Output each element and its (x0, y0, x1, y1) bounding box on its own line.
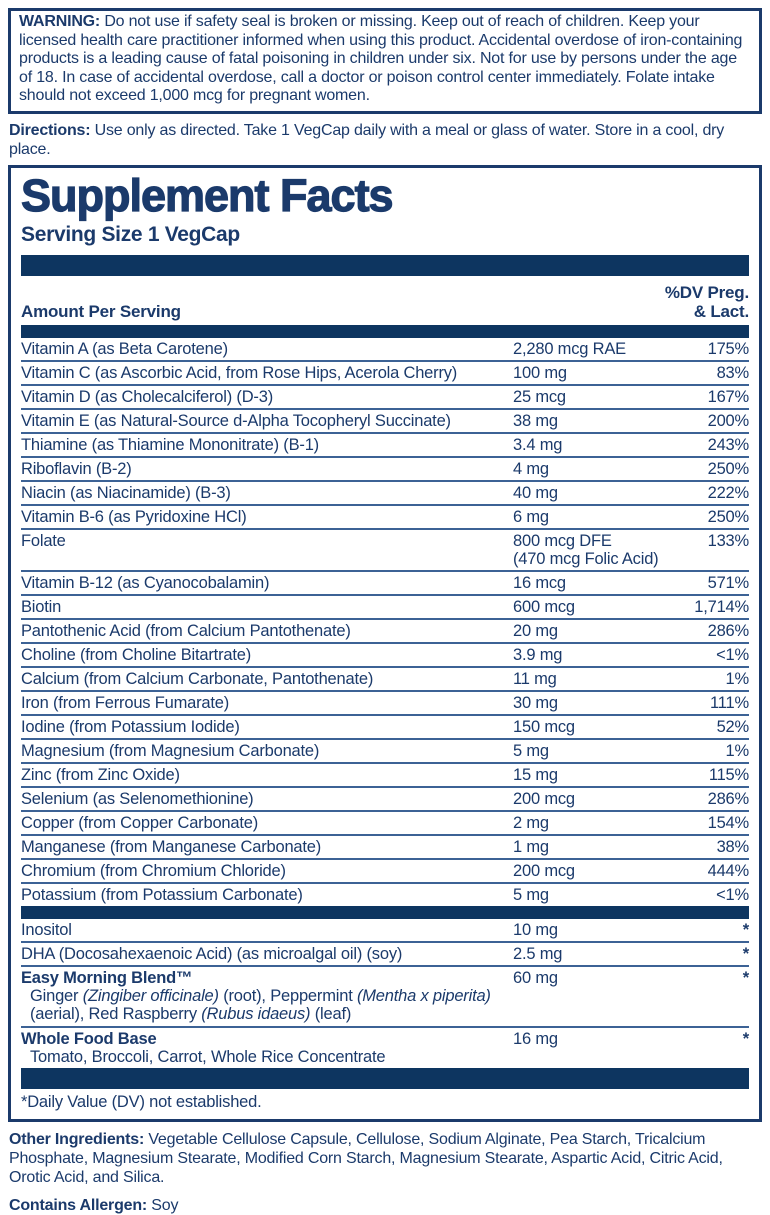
nutrient-dv: 83% (716, 363, 749, 382)
nutrient-amount: 20 mg (513, 621, 558, 640)
nutrient-name: Chromium (from Chromium Chloride) (21, 861, 286, 880)
nutrient-dv: 154% (707, 813, 749, 832)
nutrient-dv: 243% (707, 435, 749, 454)
nutrient-dv: 111% (710, 693, 749, 712)
column-header-amount: Amount Per Serving (21, 301, 181, 321)
table-row (21, 384, 749, 408)
table-row (21, 834, 749, 858)
nutrient-name: Niacin (as Niacinamide) (B-3) (21, 483, 231, 502)
nutrient-amount: 25 mcg (513, 387, 566, 406)
nutrient-amount: 15 mg (513, 765, 558, 784)
nutrient-dv: 1,714% (694, 597, 749, 616)
nutrient-name: Selenium (as Selenomethionine) (21, 789, 254, 808)
divider-bar-header (21, 325, 749, 338)
nutrient-amount: 2.5 mg (513, 944, 563, 963)
supplement-facts-panel (8, 165, 762, 1123)
nutrient-amount: 200 mcg (513, 861, 575, 880)
allergen-label: Contains Allergen: (9, 1197, 148, 1214)
nutrient-dv: * (742, 944, 749, 963)
nutrient-amount: 10 mg (513, 920, 558, 939)
other-ingredients-text: Vegetable Cellulose Capsule, Cellulose, Sodium Alginate, Pea Starch, Tricalcium Phosphate, Magnesium Stearate, Modified Corn Starch, Magnesium Stearate, Aspartic Acid, Citric Acid, Orotic Acid, and Silica. (9, 1131, 723, 1186)
nutrient-dv: 175% (707, 339, 749, 358)
nutrient-dv: 444% (707, 861, 749, 880)
table-row (21, 666, 749, 690)
nutrient-amount: 5 mg (513, 885, 549, 904)
nutrient-name: Vitamin E (as Natural-Source d-Alpha Tocopheryl Succinate) (21, 411, 451, 430)
warning-label: WARNING: (19, 13, 101, 30)
nutrient-dv: 222% (707, 483, 749, 502)
section-divider-bar (21, 906, 749, 919)
warning-box (8, 8, 762, 114)
nutrient-dv: 200% (707, 411, 749, 430)
nutrient-name: Copper (from Copper Carbonate) (21, 813, 259, 832)
contains-allergen (8, 1196, 762, 1215)
nutrient-dv: 133% (707, 531, 749, 550)
facts-rows (21, 338, 749, 1069)
table-row (21, 810, 749, 834)
directions-text: Use only as directed. Take 1 VegCap daily with a meal or glass of water. Store in a cool, dry place. (9, 121, 725, 158)
nutrient-name: Riboflavin (B-2) (21, 459, 132, 478)
nutrient-amount: 30 mg (513, 693, 558, 712)
nutrient-name: Vitamin D (as Cholecalciferol) (D-3) (21, 387, 273, 406)
nutrient-dv: 286% (707, 621, 749, 640)
nutrient-amount: 60 mg (513, 968, 558, 987)
nutrient-dv: * (742, 1029, 749, 1048)
nutrient-name: Biotin (21, 597, 62, 616)
table-row (21, 338, 749, 360)
nutrient-amount: 11 mg (513, 669, 557, 688)
warning-text: Do not use if safety seal is broken or missing. Keep out of reach of children. Keep your licensed health care practitioner informed when using this product. Accidental overdose of iron-containing products is a leading cause of fatal poisoning in children under six. Not for use by persons under the age of 18. In case of accidental overdose, call a doctor or poison control center immediately. Folate intake should not exceed 1,000 mcg for pregnant women. (19, 13, 743, 104)
nutrient-name: Calcium (from Calcium Carbonate, Pantothenate) (21, 669, 374, 688)
nutrient-dv: * (742, 968, 749, 987)
nutrient-name: Iron (from Ferrous Fumarate) (21, 693, 230, 712)
nutrient-amount: 100 mg (513, 363, 567, 382)
table-row (21, 738, 749, 762)
nutrient-name: Choline (from Choline Bitartrate) (21, 645, 251, 664)
table-row (21, 360, 749, 384)
nutrient-dv: 286% (707, 789, 749, 808)
nutrient-name: Whole Food Base Tomato, Broccoli, Carrot, Whole Rice Concentrate (21, 1030, 513, 1067)
nutrient-amount: 40 mg (513, 483, 558, 502)
nutrient-name: Pantothenic Acid (from Calcium Pantothenate) (21, 621, 351, 640)
table-row (21, 570, 749, 594)
other-ingredients (8, 1130, 762, 1187)
directions-label: Directions: (9, 121, 91, 139)
nutrient-name: Iodine (from Potassium Iodide) (21, 717, 240, 736)
divider-bar-bottom (21, 1068, 749, 1089)
table-row (21, 618, 749, 642)
nutrient-dv: 38% (716, 837, 749, 856)
nutrient-name: Vitamin A (as Beta Carotene) (21, 339, 228, 358)
directions (8, 121, 762, 159)
nutrient-name: Manganese (from Manganese Carbonate) (21, 837, 322, 856)
nutrient-amount: 200 mcg (513, 789, 575, 808)
nutrient-amount: 3.9 mg (513, 645, 563, 664)
nutrient-amount: 2,280 mcg RAE (513, 339, 626, 358)
nutrient-name: Zinc (from Zinc Oxide) (21, 765, 180, 784)
divider-bar-top (21, 255, 749, 276)
nutrient-name: Easy Morning Blend™ Ginger (Zingiber officinale) (root), Peppermint (Mentha x piperita) (aerial), Red Raspberry (Rubus idaeus) (leaf) (21, 969, 513, 1024)
nutrient-amount: 5 mg (513, 741, 549, 760)
nutrient-dv: <1% (716, 645, 749, 664)
nutrient-dv: 52% (716, 717, 749, 736)
nutrient-amount: 2 mg (513, 813, 549, 832)
nutrient-amount: 16 mcg (513, 573, 566, 592)
nutrient-dv: 1% (725, 669, 749, 688)
nutrient-name: Magnesium (from Magnesium Carbonate) (21, 741, 320, 760)
nutrient-amount: 16 mg (513, 1029, 558, 1048)
table-row (21, 408, 749, 432)
nutrient-name: Potassium (from Potassium Carbonate) (21, 885, 303, 904)
nutrient-amount: 150 mcg (513, 717, 575, 736)
other-ingredients-label: Other Ingredients: (9, 1131, 145, 1148)
allergen-text: Soy (151, 1197, 179, 1214)
nutrient-sub-ingredients: Tomato, Broccoli, Carrot, Whole Rice Concentrate (30, 1047, 386, 1066)
table-row (21, 480, 749, 504)
table-row (21, 965, 749, 1026)
nutrient-name: DHA (Docosahexaenoic Acid) (as microalgal oil) (soy) (21, 944, 403, 963)
table-row (21, 432, 749, 456)
table-row (21, 714, 749, 738)
table-row (21, 690, 749, 714)
nutrient-name: Vitamin B-12 (as Cyanocobalamin) (21, 573, 270, 592)
nutrient-amount: 800 mcg DFE (470 mcg Folic Acid) (513, 531, 659, 568)
dv-footnote: *Daily Value (DV) not established. (21, 1093, 262, 1111)
table-row (21, 882, 749, 906)
column-headers (21, 276, 749, 325)
nutrient-dv: 115% (708, 765, 749, 784)
column-header-dv-line2: & Lact. (693, 301, 749, 321)
table-row (21, 594, 749, 618)
table-row (21, 1026, 749, 1069)
nutrient-amount: 38 mg (513, 411, 558, 430)
nutrient-dv: 1% (725, 741, 749, 760)
table-row (21, 786, 749, 810)
nutrient-dv: 167% (707, 387, 749, 406)
nutrient-dv: 250% (707, 459, 749, 478)
column-header-dv-line1: %DV Preg. (664, 282, 749, 302)
nutrient-amount: 6 mg (513, 507, 549, 526)
nutrient-dv: 571% (707, 573, 749, 592)
column-header-dv (665, 283, 749, 321)
nutrient-name: Thiamine (as Thiamine Mononitrate) (B-1) (21, 435, 319, 454)
nutrient-name: Vitamin C (as Ascorbic Acid, from Rose Hips, Acerola Cherry) (21, 363, 458, 382)
nutrient-amount: 3.4 mg (513, 435, 563, 454)
nutrient-amount: 4 mg (513, 459, 549, 478)
panel-title: Supplement Facts (21, 169, 393, 221)
nutrient-dv: <1% (716, 885, 749, 904)
table-row (21, 642, 749, 666)
nutrient-amount: 600 mcg (513, 597, 575, 616)
table-row (21, 456, 749, 480)
nutrient-dv: 250% (707, 507, 749, 526)
nutrient-amount: 1 mg (513, 837, 549, 856)
table-row (21, 528, 749, 570)
serving-size: Serving Size 1 VegCap (21, 222, 240, 246)
table-row (21, 504, 749, 528)
nutrient-name: Inositol (21, 920, 72, 939)
table-row (21, 941, 749, 965)
nutrient-sub-ingredients: Ginger (Zingiber officinale) (root), Peppermint (Mentha x piperita) (aerial), Red Raspberry (Rubus idaeus) (leaf) (30, 986, 491, 1023)
nutrient-name: Vitamin B-6 (as Pyridoxine HCl) (21, 507, 247, 526)
nutrient-name: Folate (21, 531, 66, 550)
table-row (21, 919, 749, 941)
nutrient-dv: * (742, 920, 749, 939)
table-row (21, 762, 749, 786)
table-row (21, 858, 749, 882)
